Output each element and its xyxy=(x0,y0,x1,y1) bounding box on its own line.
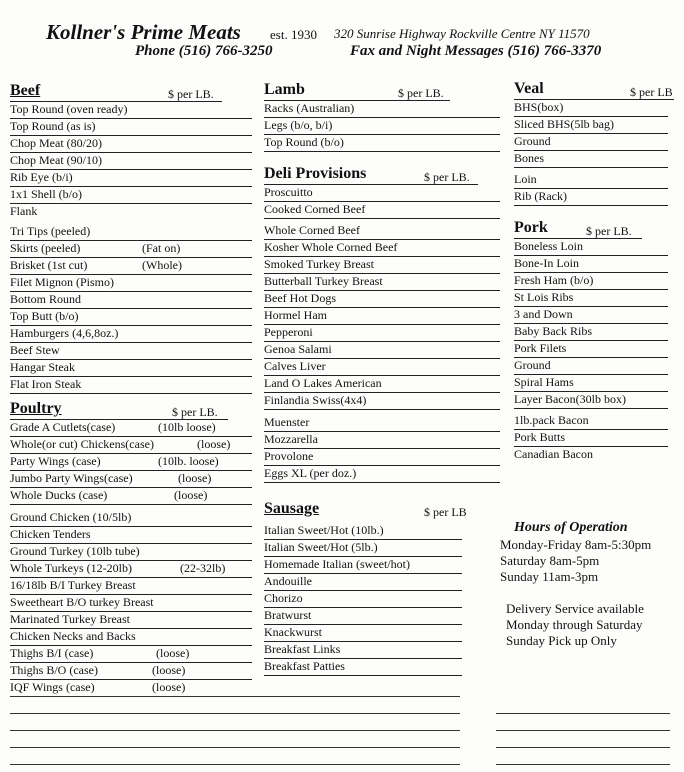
list-item: Eggs XL (per doz.) xyxy=(264,466,500,483)
list-item: Canadian Bacon xyxy=(514,447,593,461)
list-item: Land O Lakes American xyxy=(264,376,500,393)
phone-number: Phone (516) 766-3250 xyxy=(135,43,273,59)
shop-address: 320 Sunrise Highway Rockville Centre NY 11570 xyxy=(334,26,590,41)
list-item: Beef Stew xyxy=(10,343,252,360)
list-item: Beef Hot Dogs xyxy=(264,291,500,308)
list-item: 1lb.pack Bacon xyxy=(514,413,668,430)
pork-title: Pork xyxy=(514,219,548,236)
sausage-title: Sausage xyxy=(264,500,320,517)
list-item: Party Wings (case) (10lb. loose) xyxy=(10,454,252,471)
list-item: Loin xyxy=(514,172,668,189)
delivery-info xyxy=(506,601,644,649)
list-item: Rib Eye (b/i) xyxy=(10,170,252,187)
list-item: Whole Turkeys (12-20lb) (22-32lb) xyxy=(10,561,252,578)
list-item: Whole(or cut) Chickens(case) (loose) xyxy=(10,437,252,454)
list-item: Knackwurst xyxy=(264,625,462,642)
veal-price-label: $ per LB xyxy=(630,85,673,99)
blank-line xyxy=(496,747,670,748)
list-item: Chop Meat (80/20) xyxy=(10,136,252,153)
list-item: Bottom Round xyxy=(10,292,252,309)
list-item: Italian Sweet/Hot (10lb.) xyxy=(264,523,462,540)
list-item: Layer Bacon(30lb box) xyxy=(514,392,668,409)
list-item: BHS(box) xyxy=(514,100,668,117)
list-item: Ground Chicken (10/5lb) xyxy=(10,510,252,527)
blank-line xyxy=(10,713,460,714)
beef-header xyxy=(10,82,222,102)
lamb-title: Lamb xyxy=(264,81,305,98)
deli-header xyxy=(264,165,478,185)
list-item: Pork Filets xyxy=(514,341,668,358)
list-item: Smoked Turkey Breast xyxy=(264,257,500,274)
list-item: Top Round (b/o) xyxy=(264,135,500,152)
hours-title: Hours of Operation xyxy=(514,520,628,535)
lamb-header xyxy=(264,81,450,101)
list-item: Hamburgers (4,6,8oz.) xyxy=(10,326,252,343)
sausage-header xyxy=(264,500,500,519)
hours-line: Sunday 11am-3pm xyxy=(500,569,599,584)
list-item: Kosher Whole Corned Beef xyxy=(264,240,500,257)
veal-header xyxy=(514,80,674,100)
list-item: Breakfast Links xyxy=(264,642,462,659)
list-item: Chop Meat (90/10) xyxy=(10,153,252,170)
list-item: Butterball Turkey Breast xyxy=(264,274,500,291)
hours-of-operation xyxy=(500,520,651,585)
list-item: IQF Wings (case) (loose) xyxy=(10,680,252,697)
list-item: Sliced BHS(5lb bag) xyxy=(514,117,668,134)
list-item: Top Butt (b/o) xyxy=(10,309,252,326)
list-item: Rib (Rack) xyxy=(514,189,668,206)
list-item: Whole Corned Beef xyxy=(264,223,500,240)
beef-section xyxy=(10,82,252,394)
sausage-price-label: $ per LB xyxy=(424,505,467,519)
list-item: Ground xyxy=(514,134,668,151)
list-item: Grade A Cutlets(case) (10lb loose) xyxy=(10,420,252,437)
list-item: Filet Mignon (Pismo) xyxy=(10,275,252,292)
delivery-line: Delivery Service available xyxy=(506,601,644,616)
list-item: Whole Ducks (case) (loose) xyxy=(10,488,252,505)
veal-section xyxy=(514,80,674,206)
list-item: Chicken Tenders xyxy=(10,527,252,544)
list-item: Chicken Necks and Backs xyxy=(10,629,252,646)
list-item: Flat Iron Steak xyxy=(10,377,252,394)
list-item: Breakfast Patties xyxy=(264,659,462,676)
list-item: Skirts (peeled) (Fat on) xyxy=(10,241,252,258)
pork-header xyxy=(514,219,642,239)
beef-title: Beef xyxy=(10,82,41,99)
veal-title: Veal xyxy=(514,80,544,97)
list-item: Thighs B/I (case) (loose) xyxy=(10,646,252,663)
list-item: Proscuitto xyxy=(264,185,500,202)
poultry-header xyxy=(10,400,228,420)
list-item: Calves Liver xyxy=(264,359,500,376)
list-item: Bone-In Loin xyxy=(514,256,668,273)
pork-price-label: $ per LB. xyxy=(586,224,632,238)
list-item: Italian Sweet/Hot (5lb.) xyxy=(264,540,462,557)
list-item: 1x1 Shell (b/o) xyxy=(10,187,252,204)
list-item: Top Round (as is) xyxy=(10,119,252,136)
list-item: Pepperoni xyxy=(264,325,500,342)
blank-line xyxy=(496,764,670,765)
deli-price-label: $ per LB. xyxy=(424,170,470,184)
list-item: 16/18lb B/I Turkey Breast xyxy=(10,578,252,595)
list-item: Fresh Ham (b/o) xyxy=(514,273,668,290)
pork-section xyxy=(514,219,674,463)
delivery-line: Sunday Pick up Only xyxy=(506,633,617,648)
established-year: est. 1930 xyxy=(270,27,317,42)
list-item: Racks (Australian) xyxy=(264,101,500,118)
sausage-section xyxy=(264,500,500,676)
blank-line xyxy=(10,696,460,697)
hours-line: Monday-Friday 8am-5:30pm xyxy=(500,537,652,552)
list-item: Hangar Steak xyxy=(10,360,252,377)
list-item: Ground Turkey (10lb tube) xyxy=(10,544,252,561)
list-item: Baby Back Ribs xyxy=(514,324,668,341)
list-item: Pork Butts xyxy=(514,430,668,447)
list-item: Thighs B/O (case) (loose) xyxy=(10,663,252,680)
hours-line: Saturday 8am-5pm xyxy=(500,553,600,568)
deli-title: Deli Provisions xyxy=(264,165,367,182)
list-item: Top Round (oven ready) xyxy=(10,102,252,119)
list-item: Andouille xyxy=(264,574,462,591)
list-item: Homemade Italian (sweet/hot) xyxy=(264,557,462,574)
blank-line xyxy=(496,713,670,714)
poultry-title: Poultry xyxy=(10,400,62,417)
list-item: Provolone xyxy=(264,449,500,466)
list-item: Hormel Ham xyxy=(264,308,500,325)
blank-line xyxy=(496,730,670,731)
list-item: Sweetheart B/O turkey Breast xyxy=(10,595,252,612)
list-item: Brisket (1st cut) (Whole) xyxy=(10,258,252,275)
list-item: Mozzarella xyxy=(264,432,500,449)
blank-line xyxy=(10,764,460,765)
list-item: Muenster xyxy=(264,415,500,432)
list-item: Chorizo xyxy=(264,591,462,608)
list-item: Boneless Loin xyxy=(514,239,668,256)
list-item: Cooked Corned Beef xyxy=(264,202,500,219)
delivery-line: Monday through Saturday xyxy=(506,617,643,632)
list-item: Ground xyxy=(514,358,668,375)
lamb-price-label: $ per LB. xyxy=(398,86,444,100)
list-item: Tri Tips (peeled) xyxy=(10,224,252,241)
deli-section xyxy=(264,165,500,483)
list-item: Spiral Hams xyxy=(514,375,668,392)
list-item: Flank xyxy=(10,204,38,218)
blank-line xyxy=(10,747,460,748)
blank-line xyxy=(10,730,460,731)
beef-price-label: $ per LB. xyxy=(168,87,214,101)
poultry-section xyxy=(10,400,252,697)
list-item: 3 and Down xyxy=(514,307,668,324)
fax-number: Fax and Night Messages (516) 766-3370 xyxy=(350,43,602,59)
list-item: Bones xyxy=(514,151,668,168)
lamb-section xyxy=(264,81,500,152)
poultry-price-label: $ per LB. xyxy=(172,405,218,419)
list-item: Genoa Salami xyxy=(264,342,500,359)
list-item: Finlandia Swiss(4x4) xyxy=(264,393,500,410)
list-item: Marinated Turkey Breast xyxy=(10,612,252,629)
list-item: St Lois Ribs xyxy=(514,290,668,307)
list-item: Legs (b/o, b/i) xyxy=(264,118,500,135)
list-item: Bratwurst xyxy=(264,608,462,625)
shop-name: Kollner's Prime Meats xyxy=(46,20,241,44)
list-item: Jumbo Party Wings(case) (loose) xyxy=(10,471,252,488)
